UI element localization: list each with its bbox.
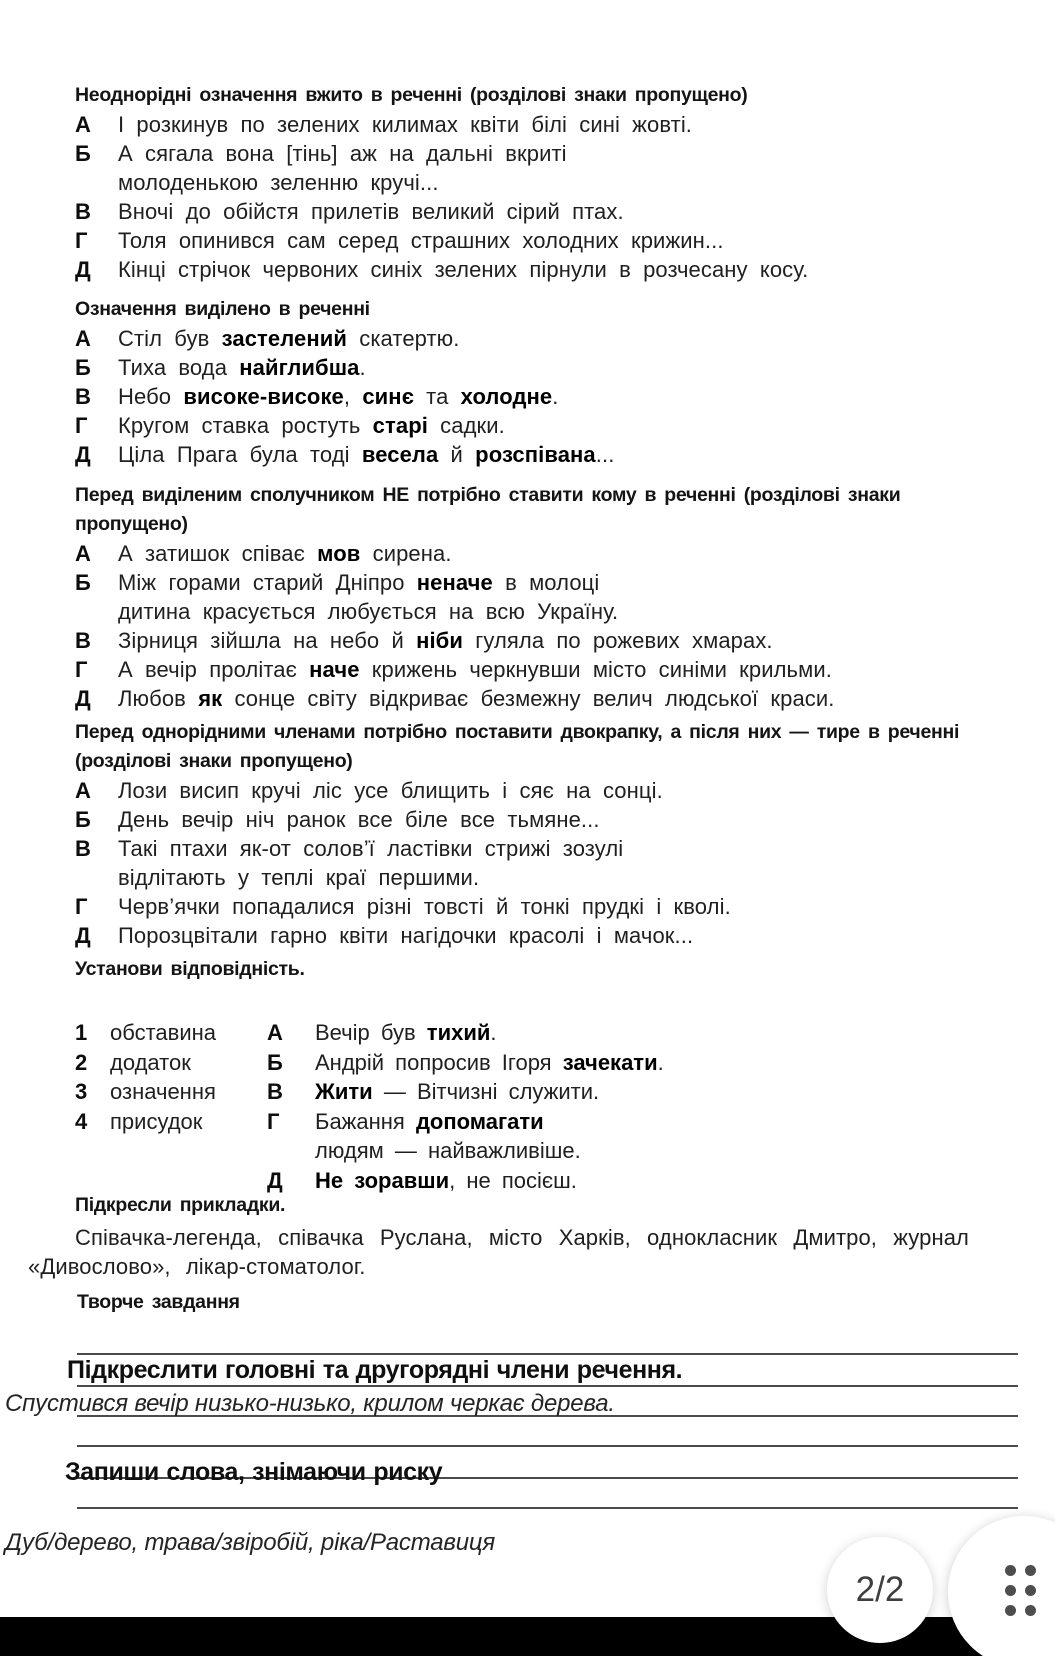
option-line	[118, 684, 970, 713]
option-row	[75, 197, 970, 226]
option-row	[75, 353, 970, 382]
option-letter: Д	[75, 442, 91, 467]
option-line	[118, 834, 970, 863]
option-line	[118, 255, 970, 284]
matching-line	[315, 1048, 664, 1078]
matching-left-row	[75, 1048, 216, 1078]
option-line	[118, 539, 970, 568]
text-run: дитина красується любується на всю Україну.	[118, 599, 619, 624]
option-row	[75, 805, 970, 834]
matching-line	[315, 1018, 497, 1048]
text-run: Вночі до обійстя прилетів великий сірий птах.	[118, 199, 624, 224]
text-run: гуляла по рожевих хмарах.	[462, 628, 773, 653]
text-run: .	[657, 1049, 664, 1075]
bold-word: мов	[317, 541, 361, 566]
text-run: Тиха вода	[118, 355, 240, 380]
matching-right-row	[267, 1107, 664, 1166]
task-title: Перед виділеним сполучником НЕ потрібно ставити кому в реченні (розділові знаки пропущено)	[75, 484, 901, 535]
matching-letter: В	[267, 1079, 283, 1104]
answer-line	[77, 1445, 1018, 1447]
text-run: А вечір пролітає	[118, 657, 310, 682]
option-text	[118, 921, 970, 950]
option-letter: В	[75, 384, 91, 409]
bold-word: Не зоравши	[315, 1167, 450, 1193]
apps-grid-button[interactable]	[948, 1516, 1055, 1656]
matching-text	[315, 1077, 599, 1107]
task-block	[75, 81, 970, 284]
option-text	[118, 834, 970, 892]
text-run: й	[438, 442, 476, 467]
task-title: Неоднорідні означення вжито в реченні (розділові знаки пропущено)	[75, 84, 748, 106]
option-letter: А	[75, 541, 91, 566]
matching-right-row	[267, 1166, 664, 1196]
option-line	[118, 863, 970, 892]
option-text	[118, 776, 970, 805]
matching-left-row	[75, 1077, 216, 1107]
option-letter: Б	[75, 807, 91, 832]
option-letter: Д	[75, 257, 91, 282]
option-line	[118, 353, 970, 382]
matching-line	[315, 1077, 599, 1107]
option-line	[118, 411, 970, 440]
option-row	[75, 539, 970, 568]
option-letter: В	[75, 628, 91, 653]
matching-title: Установи відповідність.	[75, 958, 305, 980]
matching-line	[315, 1107, 581, 1137]
option-row	[75, 655, 970, 684]
option-line	[118, 626, 970, 655]
text-run: , не посієш.	[449, 1167, 577, 1193]
option-text	[118, 892, 970, 921]
text-run: скатертю.	[347, 326, 460, 351]
option-line	[118, 776, 970, 805]
bold-word: тихий	[426, 1020, 491, 1045]
option-line	[118, 568, 970, 597]
option-row	[75, 139, 970, 197]
task-title: Перед однорідними членами потрібно поставити двокрапку, а після них — тире в реченні (розділові знаки пропущено)	[75, 721, 960, 772]
matching-label: означення	[110, 1079, 216, 1104]
creative-task-label: Творче завдання	[77, 1291, 240, 1313]
option-line	[118, 440, 970, 469]
text-run: .	[552, 384, 559, 409]
grid-dot	[1025, 1605, 1036, 1616]
grid-dot	[1005, 1605, 1016, 1616]
text-run: А затишок співає	[118, 541, 318, 566]
text-run: Кругом ставка ростуть	[118, 413, 373, 438]
option-row	[75, 440, 970, 469]
option-line	[118, 110, 970, 139]
text-run: Зірниця зійшла на небо й	[118, 628, 417, 653]
text-run: Небо	[118, 384, 184, 409]
bold-word: холодне	[460, 384, 553, 409]
text-run: Стіл був	[118, 326, 222, 351]
text-run: А сягала вона [тінь] аж на дальні вкриті	[118, 141, 567, 166]
option-letter: Д	[75, 923, 91, 948]
text-run: Ціла Прага була тоді	[118, 442, 362, 467]
option-row	[75, 110, 970, 139]
text-run: Порозцвітали гарно квіти нагідочки красолі і мачок...	[118, 923, 694, 948]
matching-right-row	[267, 1048, 664, 1078]
grid-dot	[1005, 1585, 1016, 1596]
option-row	[75, 568, 970, 626]
matching-line	[315, 1136, 581, 1166]
text-run: ...	[595, 442, 615, 467]
option-row	[75, 921, 970, 950]
option-text	[118, 568, 970, 626]
matching-left-column	[75, 1018, 216, 1136]
text-run: Толя опинився сам серед страшних холодних крижин...	[118, 228, 724, 253]
option-letter: Б	[75, 355, 91, 380]
text-run: День вечір ніч ранок все біле все тьмяне...	[118, 807, 600, 832]
text-run: Такі птахи як-от солов’ї ластівки стрижі зозулі	[118, 836, 624, 861]
bold-word: весела	[361, 442, 439, 467]
option-text	[118, 324, 970, 353]
text-run: — Вітчизні служити.	[372, 1079, 600, 1104]
grid-dot	[1005, 1565, 1016, 1576]
writing-prompt-1: Підкреслити головні та другорядні члени речення.	[67, 1356, 683, 1384]
text-run: Черв’ячки попадалися різні товсті й тонкі прудкі і кволі.	[118, 894, 731, 919]
text-run: І розкинув по зелених килимах квіти білі сині жовті.	[118, 112, 693, 137]
option-letter: Г	[75, 894, 88, 919]
matching-left-row	[75, 1107, 216, 1137]
text-run: Між горами старий Дніпро	[118, 570, 417, 595]
bold-word: високе-високе	[183, 384, 344, 409]
matching-letter: А	[267, 1020, 283, 1045]
task-block	[75, 718, 970, 950]
option-text	[118, 684, 970, 713]
answer-line	[77, 1507, 1018, 1509]
grid-dot	[1025, 1565, 1036, 1576]
option-text	[118, 255, 970, 284]
option-text	[118, 110, 970, 139]
option-line	[118, 168, 970, 197]
matching-text	[315, 1048, 664, 1078]
option-text	[118, 197, 970, 226]
appositives-word-list: Співачка-легенда, співачка Руслана, місто Харків, однокласник Дмитро, журнал «Дивослово», лікар-стоматолог.	[28, 1225, 969, 1279]
page-indicator-text: 2/2	[855, 1570, 905, 1609]
matching-number: 4	[75, 1108, 88, 1134]
option-letter: В	[75, 199, 91, 224]
text-run: сирена.	[360, 541, 452, 566]
option-line	[118, 139, 970, 168]
matching-right-column	[267, 1018, 664, 1195]
option-letter: Г	[75, 657, 88, 682]
option-line	[118, 655, 970, 684]
option-row	[75, 255, 970, 284]
option-row	[75, 684, 970, 713]
matching-number: 2	[75, 1049, 88, 1075]
text-run: ,	[343, 384, 363, 409]
option-row	[75, 226, 970, 255]
matching-left-row	[75, 1018, 216, 1048]
text-run: Кінці стрічок червоних синіх зелених пірнули в розчесану косу.	[118, 257, 809, 282]
text-run: крижень черкнувши місто синіми крильми.	[359, 657, 832, 682]
matching-number: 3	[75, 1079, 88, 1104]
text-run: сонце світу відкриває безмежну велич людської краси.	[222, 686, 835, 711]
matching-text	[315, 1166, 577, 1196]
option-text	[118, 226, 970, 255]
task-block	[75, 295, 970, 469]
writing-prompt-2: Запиши слова, знімаючи риску	[65, 1458, 443, 1486]
matching-letter: Б	[267, 1049, 283, 1075]
option-letter: Б	[75, 141, 91, 166]
matching-text	[315, 1107, 581, 1166]
text-run: молоденькою зеленню кручі...	[118, 170, 439, 195]
option-text	[118, 411, 970, 440]
matching-label: додаток	[110, 1049, 191, 1075]
text-run: та	[413, 384, 461, 409]
text-run: садки.	[427, 413, 505, 438]
filled-answer-2: Дуб/дерево, трава/звіробій, ріка/Раставиця	[5, 1529, 495, 1556]
bold-word: зачекати	[562, 1049, 658, 1075]
option-line	[118, 226, 970, 255]
option-letter: А	[75, 326, 91, 351]
answer-line	[77, 1353, 1018, 1355]
option-row	[75, 411, 970, 440]
option-line	[118, 805, 970, 834]
option-line	[118, 324, 970, 353]
text-run: Лози висип кручі ліс усе блищить і сяє на сонці.	[118, 778, 663, 803]
bold-word: розспівана	[475, 442, 596, 467]
option-text	[118, 382, 970, 411]
option-letter: А	[75, 778, 91, 803]
option-text	[118, 353, 970, 382]
text-run: в молоці	[492, 570, 600, 595]
bold-word: застелений	[221, 326, 348, 351]
option-line	[118, 382, 970, 411]
matching-number: 1	[75, 1020, 88, 1045]
text-run: Вечір був	[315, 1020, 427, 1045]
matching-label: присудок	[110, 1108, 203, 1134]
option-letter: Б	[75, 570, 91, 595]
option-text	[118, 626, 970, 655]
matching-text	[315, 1018, 497, 1048]
text-run: .	[359, 355, 366, 380]
option-row	[75, 834, 970, 892]
bold-word: старі	[372, 413, 428, 438]
grid-dot	[1025, 1585, 1036, 1596]
option-letter: Г	[75, 413, 88, 438]
six-dots-grid-icon	[1005, 1565, 1036, 1616]
option-text	[118, 655, 970, 684]
option-text	[118, 440, 970, 469]
text-run: відлітають у теплі краї першими.	[118, 865, 480, 890]
option-line	[118, 892, 970, 921]
option-line	[118, 197, 970, 226]
option-letter: Г	[75, 228, 88, 253]
option-text	[118, 139, 970, 197]
matching-line	[315, 1166, 577, 1196]
text-run: Андрій попросив Ігоря	[315, 1049, 563, 1075]
bold-word: допомагати	[415, 1108, 544, 1134]
text-run: людям — найважливіше.	[315, 1138, 581, 1163]
option-text	[118, 805, 970, 834]
option-letter: В	[75, 836, 91, 861]
matching-right-row	[267, 1077, 664, 1107]
bold-word: наче	[309, 657, 360, 682]
option-row	[75, 382, 970, 411]
appositives-title: Підкресли прикладки.	[75, 1194, 286, 1216]
text-run: .	[490, 1020, 497, 1045]
option-text	[118, 539, 970, 568]
option-row	[75, 626, 970, 655]
bold-word: Жити	[315, 1079, 373, 1104]
task-title: Означення виділено в реченні	[75, 298, 370, 320]
bold-word: неначе	[416, 570, 493, 595]
option-line	[118, 921, 970, 950]
page-indicator	[827, 1537, 933, 1643]
option-row	[75, 892, 970, 921]
option-row	[75, 776, 970, 805]
matching-letter: Г	[267, 1108, 280, 1134]
task-block	[75, 481, 970, 713]
filled-answer-1: Спустився вечір низько-низько, крилом черкає дерева.	[5, 1390, 615, 1417]
option-letter: А	[75, 112, 91, 137]
answer-line	[77, 1385, 1018, 1387]
matching-right-row	[267, 1018, 664, 1048]
text-run: Любов	[118, 686, 199, 711]
bold-word: ніби	[416, 628, 463, 653]
bold-word: найглибша	[239, 355, 360, 380]
option-row	[75, 324, 970, 353]
bold-word: синє	[362, 384, 414, 409]
matching-label: обставина	[110, 1020, 217, 1045]
matching-letter: Д	[267, 1167, 283, 1193]
bold-word: як	[198, 686, 223, 711]
text-run: Бажання	[315, 1108, 416, 1134]
option-letter: Д	[75, 686, 91, 711]
option-line	[118, 597, 970, 626]
